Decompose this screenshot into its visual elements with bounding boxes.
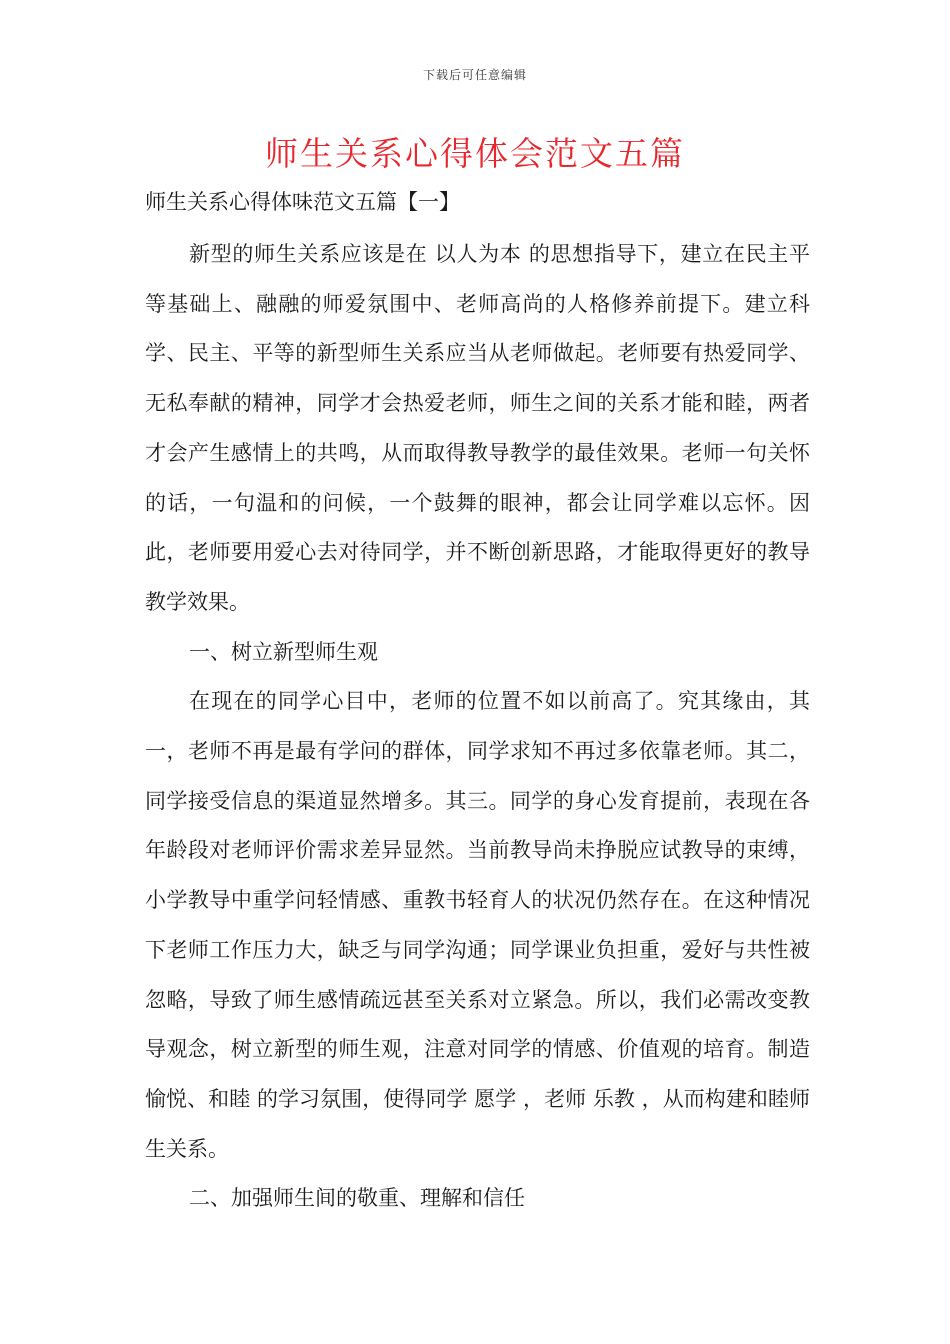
subheading-two: 二、加强师生间的敬重、理解和信任 (189, 1186, 525, 1211)
section-title: 师生关系心得体味范文五篇【一】 (145, 190, 460, 214)
subheading-one: 一、树立新型师生观 (189, 639, 378, 664)
header-note: 下载后可任意编辑 (422, 68, 527, 82)
document-title: 师生关系心得体会范文五篇 (265, 134, 685, 173)
paragraph-intro: 新型的师生关系应该是在 以人为本 的思想指导下，建立在民主平等基础上、融融的师爱氛围中、老师高尚的人格修养前提下。建立科学、民主、平等的新型师生关系应当从老师做起。老师要有热爱同学、无私奉献的精神，同学才会热爱老师，师生之间的关系才能和睦，两者才会产生感情上的共鸣，从而取得教导教学的最佳效果。老师一句关怀的话，一句温和的问候，一个鼓舞的眼神，都会让同学难以忘怀。因此，老师要用爱心去对待同学，并不断创新思路，才能取得更好的教导教学效果。 (145, 242, 810, 614)
document-body (145, 230, 810, 1224)
paragraph-one: 在现在的同学心目中，老师的位置不如以前高了。究其缘由，其一，老师不再是最有学问的群体，同学求知不再过多依靠老师。其二，同学接受信息的渠道显然增多。其三。同学的身心发育提前，表现在各年龄段对老师评价需求差异显然。当前教导尚未挣脱应试教导的束缚，小学教导中重学问轻情感、重教书轻育人的状况仍然存在。在这种情况下老师工作压力大，缺乏与同学沟通；同学课业负担重，爱好与共性被忽略，导致了师生感情疏远甚至关系对立紧急。所以，我们必需改变教导观念，树立新型的师生观，注意对同学的情感、价值观的培育。制造 愉悦、和睦 的学习氛围，使得同学 愿学 ，老师 乐教 ，从而构建和睦师生关系。 (145, 689, 810, 1161)
